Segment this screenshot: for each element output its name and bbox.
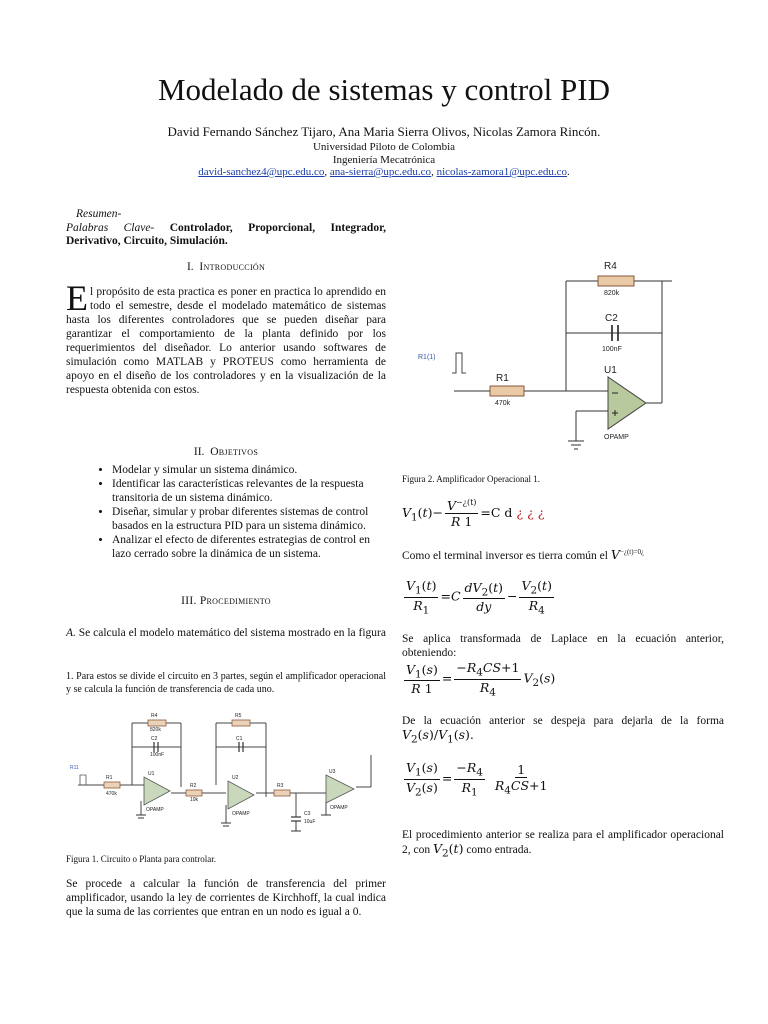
email-link[interactable]: nicolas-zamora1@upc.edu.co bbox=[436, 166, 568, 178]
university: Universidad Piloto de Colombia bbox=[312, 141, 456, 153]
objectives-list bbox=[66, 463, 386, 561]
svg-text:820k: 820k bbox=[604, 290, 620, 297]
list-item: • Diseñar, simular y probar diferentes sistemas de control basados en la estructura PID para un sistema dinámico. bbox=[112, 505, 386, 533]
svg-text:OPAMP: OPAMP bbox=[232, 811, 250, 817]
department: Ingeniería Mecatrónica bbox=[332, 154, 436, 166]
svg-text:R3: R3 bbox=[277, 783, 284, 789]
keywords: Controlador, Proporcional, Integrador, Derivativo, Circuito, Simulación. bbox=[66, 221, 386, 247]
svg-text:820k: 820k bbox=[150, 727, 161, 733]
svg-text:C1: C1 bbox=[236, 736, 243, 742]
fig1-label: R4 bbox=[151, 713, 158, 719]
svg-text:100nF: 100nF bbox=[602, 346, 622, 353]
equation-4: $\frac{V_1(s)}{V_2(s)}$ = $\frac{-R_4}{R_1}$ $\frac{1}{R_4CS+1}$ bbox=[406, 760, 548, 798]
dropcap: E bbox=[66, 278, 88, 318]
resistor-r1 bbox=[490, 386, 524, 396]
abstract bbox=[66, 208, 386, 249]
authors: David Fernando Sánchez Tijaro, Ana Maria Sierra Olivos, Nicolas Zamora Rincón. bbox=[167, 124, 601, 139]
despeja-text: De la ecuación anterior se despeja para dejarla de la forma $V_2(s)/V_1(s)$. bbox=[402, 715, 724, 746]
svg-text:U3: U3 bbox=[329, 769, 336, 775]
item-a: A. Se calcula el modelo matemático del sistema mostrado en la figura bbox=[66, 627, 386, 639]
list-item: • Modelar y simular un sistema dinámico. bbox=[112, 463, 386, 477]
paper-title: Modelado de sistemas y control PID bbox=[157, 72, 610, 107]
svg-text:R11: R11 bbox=[70, 765, 79, 771]
svg-text:10k: 10k bbox=[190, 797, 199, 803]
equation-1: $V_1(t)-$ $\frac{V^{-¿(t)}}{R 1}$ =C d ¿ ¿ ¿ bbox=[402, 498, 545, 530]
resumen-label: Resumen- bbox=[76, 208, 122, 220]
svg-text:U2: U2 bbox=[232, 775, 239, 781]
svg-text:OPAMP: OPAMP bbox=[146, 807, 164, 813]
emails: david-sanchez4@upc.edu.co, ana-sierra@upc.edu.co, nicolas-zamora1@upc.edu.co. bbox=[198, 166, 570, 178]
svg-text:OPAMP: OPAMP bbox=[604, 434, 629, 441]
svg-text:R5: R5 bbox=[235, 713, 242, 719]
figure1-caption: Figura 1. Circuito o Planta para controlar. bbox=[66, 854, 216, 864]
figure2-caption: Figura 2. Amplificador Operacional 1. bbox=[402, 474, 540, 484]
svg-text:R1: R1 bbox=[106, 775, 113, 781]
equation-2: $\frac{V_1(t)}{R_1}$ =C $\frac{dV_2(t)}{dy}$ − $\frac{V_2(t)}{R_4}$ bbox=[406, 578, 552, 616]
list-item: • Analizar el efecto de diferentes estrategias de control en lazo cerrado sobre la dinámica de un sistema. bbox=[112, 533, 386, 561]
svg-text:R1: R1 bbox=[496, 373, 509, 384]
keywords-label: Palabras Clave- bbox=[66, 221, 155, 234]
procedure-text: El procedimiento anterior se realiza para el amplificador operacional 2, con $V_2(t)$ como entrada. bbox=[402, 829, 724, 860]
inverting-terminal-text: Como el terminal inversor es tierra común el $V^{-¿(t)=0¿}$ bbox=[402, 547, 645, 562]
svg-text:470k: 470k bbox=[495, 400, 511, 407]
intro-paragraph: El propósito de esta practica es poner en practica lo aprendido en todo el semestre, desde el modelado matemático de sistemas hasta los diferentes controladores que se pueden diseñar para garantizar el comportamiento de la planta definido por los requerimientos del diseñador. Lo anterior usando softwares de simulación como MATLAB y PROTEUS como herramienta de apoyo en el diseño de los controladores y en la visualización de la respuesta obtenida con estos. bbox=[66, 278, 386, 396]
svg-text:470k: 470k bbox=[106, 791, 117, 797]
section-heading-objetivos: II. Objetivos bbox=[193, 446, 259, 458]
figure2-circuit bbox=[412, 255, 672, 460]
email-link[interactable]: ana-sierra@upc.edu.co bbox=[329, 166, 432, 178]
list-item: • Identificar las características relevantes de la respuesta transitoria de un sistema dinámico. bbox=[112, 477, 386, 505]
svg-text:C3: C3 bbox=[304, 811, 311, 817]
svg-text:100nF: 100nF bbox=[150, 752, 165, 758]
step-1: 1. Para estos se divide el circuito en 3 partes, según el amplificador operacional y se calcula la función de transferencia de cada uno. bbox=[66, 671, 386, 695]
equation-3: $\frac{V_1(s)}{R 1}$ = $\frac{-R_4CS+1}{R_4}$ $V_2(s)$ bbox=[406, 660, 556, 698]
pulse-source-icon bbox=[452, 353, 466, 373]
svg-text:R2: R2 bbox=[190, 783, 197, 789]
svg-text:U1: U1 bbox=[148, 771, 155, 777]
svg-text:R4: R4 bbox=[604, 261, 617, 272]
email-link[interactable]: david-sanchez4@upc.edu.co bbox=[198, 166, 325, 178]
figure1-circuit bbox=[66, 705, 384, 845]
resistor-r4 bbox=[598, 276, 634, 286]
laplace-text: Se aplica transformada de Laplace en la ecuación anterior, obteniendo: bbox=[402, 633, 724, 659]
svg-text:C2: C2 bbox=[151, 736, 158, 742]
section-heading-procedimiento: III. Procedimiento bbox=[181, 595, 271, 607]
svg-text:C2: C2 bbox=[605, 313, 618, 324]
after-fig1-paragraph: Se procede a calcular la función de transferencia del primer amplificador, usando la ley de corrientes de Kirchhoff, la cual indica que la suma de las corrientes que entran en un nodo es igual a 0. bbox=[66, 878, 386, 918]
opamp-symbol bbox=[608, 377, 646, 429]
svg-text:U1: U1 bbox=[604, 365, 617, 376]
svg-text:R1(1): R1(1) bbox=[418, 354, 436, 361]
section-heading-intro: I. Introducción bbox=[186, 261, 266, 273]
svg-text:10uF: 10uF bbox=[304, 819, 316, 825]
svg-text:OPAMP: OPAMP bbox=[330, 805, 348, 811]
